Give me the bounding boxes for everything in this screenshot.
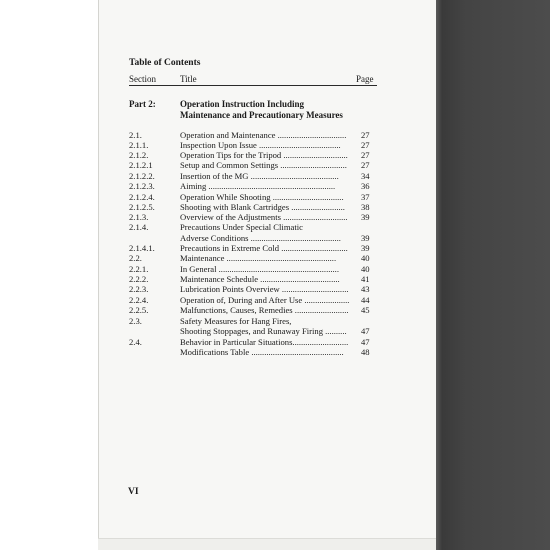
entry-title: Lubrication Points Overview ...............................: [180, 284, 349, 294]
entry-title: Operation Tips for the Tripod ..............................: [180, 150, 348, 160]
entry-page: 45: [361, 305, 370, 315]
column-header-section: Section: [129, 74, 156, 84]
entry-page: 36: [361, 181, 370, 191]
entry-section: 2.1.2.: [129, 150, 149, 160]
entry-title: Overview of the Adjustments ..............................: [180, 212, 348, 222]
entry-page: 40: [361, 253, 370, 263]
entry-page: 44: [361, 295, 370, 305]
part-number: Part 2:: [129, 99, 156, 109]
entry-title: Shooting with Blank Cartridges .........................: [180, 202, 345, 212]
entry-page: 38: [361, 202, 370, 212]
entry-title: Modifications Table ...........................................: [180, 347, 344, 357]
entry-title: Insertion of the MG .........................................: [180, 171, 339, 181]
entry-page: 39: [361, 212, 370, 222]
entry-title: Setup and Common Settings ...............................: [180, 160, 347, 170]
toc-heading: Table of Contents: [129, 58, 201, 68]
entry-title: Malfunctions, Causes, Remedies .........................: [180, 305, 349, 315]
entry-title: Operation of, During and After Use .....................: [180, 295, 350, 305]
entry-section: 2.2.2.: [129, 274, 149, 284]
entry-section: 2.2.5.: [129, 305, 149, 315]
column-header-title: Title: [180, 74, 197, 84]
entry-page: 43: [361, 284, 370, 294]
page-number: VI: [128, 487, 139, 497]
entry-section: 2.4.: [129, 337, 142, 347]
entry-page: 27: [361, 140, 370, 150]
entry-title: Aiming ...........................................................: [180, 181, 336, 191]
column-header-page: Page: [356, 74, 374, 84]
entry-page: 39: [361, 233, 370, 243]
entry-section: 2.1.1.: [129, 140, 149, 150]
entry-page: 37: [361, 192, 370, 202]
entry-title: Shooting Stoppages, and Runaway Firing ..........: [180, 326, 347, 336]
entry-page: 27: [361, 160, 370, 170]
scan-margin-left: [0, 0, 98, 550]
entry-section: 2.3.: [129, 316, 142, 326]
entry-page: 39: [361, 243, 370, 253]
entry-title: Inspection Upon Issue ......................................: [180, 140, 341, 150]
entry-section: 2.2.: [129, 253, 142, 263]
entry-section: 2.2.1.: [129, 264, 149, 274]
entry-section: 2.1.2.3.: [129, 181, 155, 191]
entry-title: Operation and Maintenance ................................: [180, 130, 347, 140]
entry-page: 40: [361, 264, 370, 274]
entry-section: 2.1.3.: [129, 212, 149, 222]
entry-section: 2.1.2.2.: [129, 171, 155, 181]
entry-page: 47: [361, 337, 370, 347]
entry-section: 2.2.3.: [129, 284, 149, 294]
entry-title: Operation While Shooting .................................: [180, 192, 344, 202]
entry-section: 2.1.2.1: [129, 160, 153, 170]
entry-section: 2.1.: [129, 130, 142, 140]
entry-page: 34: [361, 171, 370, 181]
entry-section: 2.1.4.: [129, 222, 149, 232]
entry-title: Precautions in Extreme Cold ...............................: [180, 243, 348, 253]
header-divider: [129, 85, 377, 86]
entry-title: In General ........................................................: [180, 264, 339, 274]
entry-section: 2.1.2.5.: [129, 202, 155, 212]
entry-section: 2.1.2.4.: [129, 192, 155, 202]
entry-title: Maintenance ...................................................: [180, 253, 337, 263]
entry-title: Maintenance Schedule .....................................: [180, 274, 340, 284]
page-bottom-edge: [98, 538, 436, 550]
entry-title: Adverse Conditions ..........................................: [180, 233, 341, 243]
part-title-line-2: Maintenance and Precautionary Measures: [180, 110, 343, 120]
entry-section: 2.1.4.1.: [129, 243, 155, 253]
entry-page: 48: [361, 347, 370, 357]
entry-page: 47: [361, 326, 370, 336]
part-title: [180, 99, 343, 121]
entry-title: Behavior in Particular Situations..........................: [180, 337, 349, 347]
scan-margin-right: [436, 0, 550, 550]
part-title-line-1: Operation Instruction Including: [180, 99, 305, 109]
entry-page: 41: [361, 274, 370, 284]
entry-page: 27: [361, 130, 370, 140]
entry-title: Safety Measures for Hang Fires,: [180, 316, 292, 326]
entry-section: 2.2.4.: [129, 295, 149, 305]
entry-title: Precautions Under Special Climatic: [180, 222, 303, 232]
entry-page: 27: [361, 150, 370, 160]
